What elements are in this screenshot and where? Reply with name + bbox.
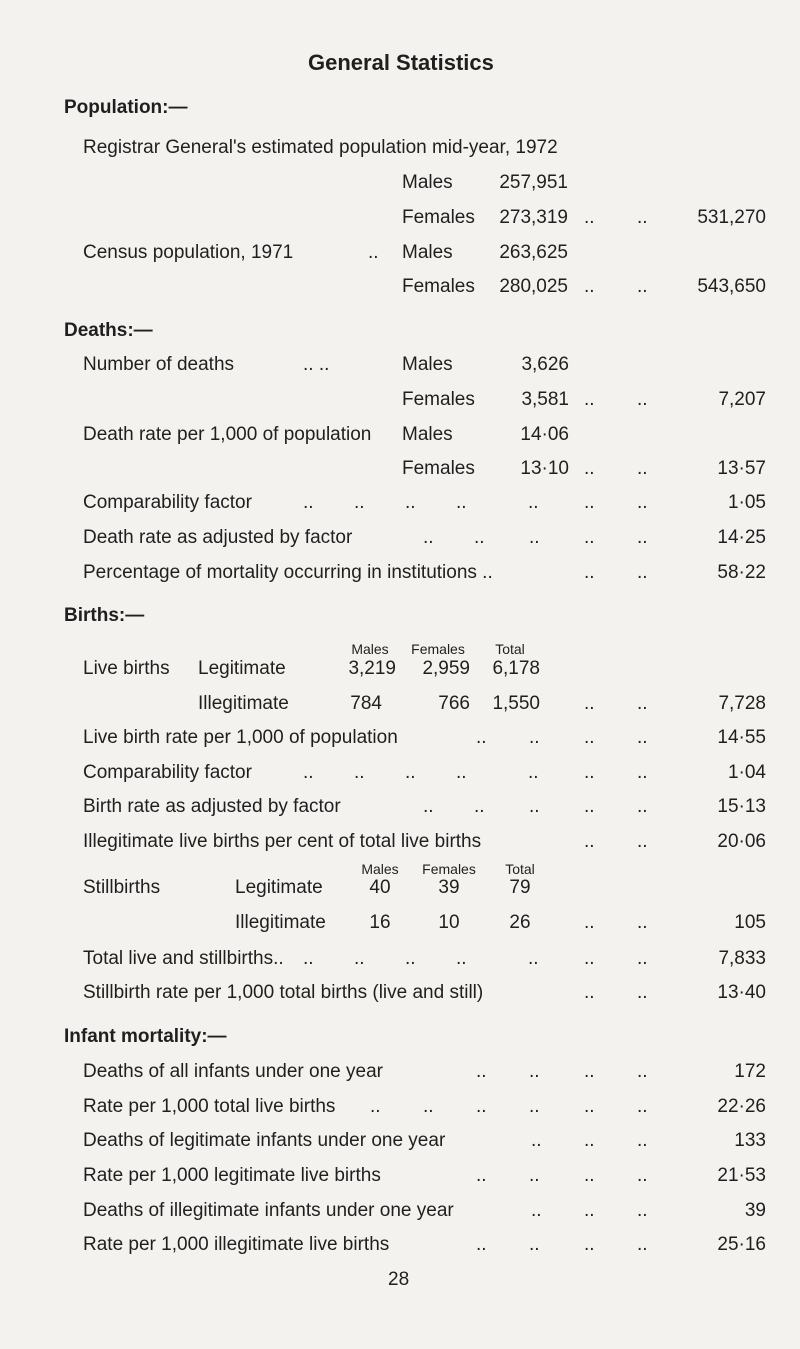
page-title: General Statistics <box>308 50 494 75</box>
census-females-value: 280,025 <box>499 276 568 297</box>
sb-rate-leader-2: .. <box>637 982 648 1003</box>
leader: .. <box>531 1200 542 1221</box>
illegit-pct-leader-2: .. <box>637 831 648 852</box>
census-leader: .. <box>368 242 379 263</box>
leader: .. <box>637 948 648 969</box>
page-number: 28 <box>388 1269 410 1290</box>
census-females-label: Females <box>402 276 475 297</box>
leader: .. <box>637 562 648 583</box>
leader: .. <box>456 492 467 513</box>
leader: .. <box>529 1234 540 1255</box>
total-births-label: Total live and stillbirths.. <box>83 948 284 969</box>
leader: .. <box>529 796 540 817</box>
pop-females-value: 273,319 <box>499 207 568 228</box>
births-col-males: Males <box>351 641 389 657</box>
leader: .. <box>370 1096 381 1117</box>
leader: .. <box>528 948 539 969</box>
death-rate-females-value: 13·10 <box>520 458 569 479</box>
leader: .. <box>584 948 595 969</box>
leader: .. <box>637 527 648 548</box>
live-leader-2: .. <box>637 693 648 714</box>
infant-row-label: Deaths of illegitimate infants under one year <box>83 1200 454 1221</box>
census-label: Census population, 1971 <box>83 242 294 263</box>
sb-legit-females: 39 <box>438 877 460 898</box>
leader: .. <box>584 1096 595 1117</box>
births-heading: Births:— <box>64 605 145 626</box>
sb-illegit-males: 16 <box>369 912 391 933</box>
deaths-leader-2: .. <box>637 389 648 410</box>
deaths-number-total: 7,207 <box>718 389 766 410</box>
leader: .. <box>529 527 540 548</box>
leader: .. <box>423 1096 434 1117</box>
illegit-pct-value: 20·06 <box>717 831 766 852</box>
leader: .. <box>584 492 595 513</box>
live-total: 7,728 <box>718 693 766 714</box>
total-births-value: 7,833 <box>718 948 766 969</box>
leader: .. <box>474 527 485 548</box>
leader: .. <box>637 762 648 783</box>
leader: .. <box>584 796 595 817</box>
infant-row-label: Deaths of legitimate infants under one year <box>83 1130 446 1151</box>
leader: .. <box>476 727 487 748</box>
deaths-heading: Deaths:— <box>64 320 153 341</box>
sb-legit-total: 79 <box>509 877 531 898</box>
pop-total: 531,270 <box>697 207 766 228</box>
census-leader-1: .. <box>584 276 595 297</box>
leader: .. <box>584 1165 595 1186</box>
leader: .. <box>303 762 314 783</box>
leader: .. <box>637 1061 648 1082</box>
birth-rate-label: Live birth rate per 1,000 of population <box>83 727 398 748</box>
births-col-total: Total <box>495 641 525 657</box>
leader: .. <box>405 948 416 969</box>
death-institutions-label: Percentage of mortality occurring in institutions .. <box>83 562 493 583</box>
infant-heading: Infant mortality:— <box>64 1026 227 1047</box>
leader: .. <box>423 796 434 817</box>
leader: .. <box>584 762 595 783</box>
leader: .. <box>637 492 648 513</box>
death-rate-label: Death rate per 1,000 of population <box>83 424 372 445</box>
birth-rate-value: 14·55 <box>717 727 766 748</box>
death-adjusted-value: 14·25 <box>717 527 766 548</box>
leader: .. <box>637 1200 648 1221</box>
deaths-males-value: 3,626 <box>521 354 569 375</box>
leader: .. <box>637 727 648 748</box>
illegit-label: Illegitimate <box>198 693 289 714</box>
legit-total: 6,178 <box>492 658 540 679</box>
stillbirths-label: Stillbirths <box>83 877 161 898</box>
infant-row-label: Deaths of all infants under one year <box>83 1061 383 1082</box>
leader: .. <box>456 762 467 783</box>
birth-adjusted-label: Birth rate as adjusted by factor <box>83 796 341 817</box>
sb-col-total: Total <box>505 861 535 877</box>
leader: .. <box>476 1165 487 1186</box>
illegit-pct-leader-1: .. <box>584 831 595 852</box>
birth-comparability-label: Comparability factor <box>83 762 252 783</box>
leader: .. <box>584 1234 595 1255</box>
leader: .. <box>529 727 540 748</box>
illegit-females: 766 <box>438 693 470 714</box>
infant-row-value: 21·53 <box>717 1165 766 1186</box>
leader: .. <box>584 527 595 548</box>
infant-row-label: Rate per 1,000 legitimate live births <box>83 1165 381 1186</box>
leader: .. <box>529 1096 540 1117</box>
leader: .. <box>354 948 365 969</box>
deaths-females-value: 3,581 <box>521 389 569 410</box>
legit-females: 2,959 <box>422 658 470 679</box>
pop-males-label: Males <box>402 172 453 193</box>
leader: .. <box>303 492 314 513</box>
infant-row-label: Rate per 1,000 total live births <box>83 1096 336 1117</box>
deaths-females-label: Females <box>402 389 475 410</box>
infant-row-value: 22·26 <box>717 1096 766 1117</box>
sb-illegit-label: Illegitimate <box>235 912 326 933</box>
live-leader-1: .. <box>584 693 595 714</box>
deaths-males-label: Males <box>402 354 453 375</box>
leader: .. <box>456 948 467 969</box>
sb-illegit-total: 26 <box>509 912 531 933</box>
illegit-males: 784 <box>350 693 382 714</box>
sb-legit-males: 40 <box>369 877 391 898</box>
sb-legit-label: Legitimate <box>235 877 323 898</box>
registrar-label: Registrar General's estimated population mid-year, 1972 <box>83 137 558 158</box>
leader: .. <box>531 1130 542 1151</box>
death-institutions-value: 58·22 <box>717 562 766 583</box>
census-total: 543,650 <box>697 276 766 297</box>
leader: .. <box>354 492 365 513</box>
census-males-label: Males <box>402 242 453 263</box>
sb-leader-2: .. <box>637 912 648 933</box>
leader: .. <box>529 1061 540 1082</box>
birth-comparability-value: 1·04 <box>727 762 766 783</box>
leader: .. <box>529 1165 540 1186</box>
death-rate-males-value: 14·06 <box>520 424 569 445</box>
infant-row-value: 172 <box>734 1061 766 1082</box>
leader: .. <box>584 1061 595 1082</box>
sb-total: 105 <box>734 912 766 933</box>
sb-col-females: Females <box>422 861 476 877</box>
death-rate-leader-1: .. <box>584 458 595 479</box>
leader: .. <box>303 948 314 969</box>
leader: .. <box>637 796 648 817</box>
leader: .. <box>528 762 539 783</box>
leader: .. <box>405 762 416 783</box>
leader: .. <box>405 492 416 513</box>
leader: .. <box>584 562 595 583</box>
census-leader-2: .. <box>637 276 648 297</box>
leader: .. <box>476 1096 487 1117</box>
sb-rate-leader-1: .. <box>584 982 595 1003</box>
census-males-value: 263,625 <box>499 242 568 263</box>
sb-rate-value: 13·40 <box>717 982 766 1003</box>
leader: .. <box>354 762 365 783</box>
infant-row-label: Rate per 1,000 illegitimate live births <box>83 1234 390 1255</box>
leader: .. <box>528 492 539 513</box>
population-heading: Population:— <box>64 97 188 118</box>
leader: .. <box>584 727 595 748</box>
sb-rate-label: Stillbirth rate per 1,000 total births (live and still) <box>83 982 484 1003</box>
sb-leader-1: .. <box>584 912 595 933</box>
pop-leader-1: .. <box>584 207 595 228</box>
illegit-pct-label: Illegitimate live births per cent of total live births <box>83 831 482 852</box>
pop-females-label: Females <box>402 207 475 228</box>
legit-males: 3,219 <box>348 658 396 679</box>
death-comparability-value: 1·05 <box>727 492 766 513</box>
death-comparability-label: Comparability factor <box>83 492 252 513</box>
live-births-label: Live births <box>83 658 170 679</box>
pop-leader-2: .. <box>637 207 648 228</box>
death-rate-total: 13·57 <box>717 458 766 479</box>
leader: .. <box>476 1234 487 1255</box>
pop-males-value: 257,951 <box>499 172 568 193</box>
leader: .. <box>637 1234 648 1255</box>
deaths-number-label: Number of deaths <box>83 354 235 375</box>
death-rate-leader-2: .. <box>637 458 648 479</box>
infant-row-value: 39 <box>744 1200 766 1221</box>
births-col-females: Females <box>411 641 465 657</box>
leader: .. <box>474 796 485 817</box>
deaths-number-leader: .. .. <box>303 354 330 375</box>
leader: .. <box>637 1165 648 1186</box>
death-rate-females-label: Females <box>402 458 475 479</box>
leader: .. <box>637 1130 648 1151</box>
infant-row-value: 133 <box>734 1130 766 1151</box>
leader: .. <box>584 1200 595 1221</box>
legit-label: Legitimate <box>198 658 286 679</box>
leader: .. <box>476 1061 487 1082</box>
leader: .. <box>423 527 434 548</box>
illegit-total: 1,550 <box>492 693 540 714</box>
sb-col-males: Males <box>361 861 399 877</box>
leader: .. <box>637 1096 648 1117</box>
infant-row-value: 25·16 <box>717 1234 766 1255</box>
deaths-leader-1: .. <box>584 389 595 410</box>
death-rate-males-label: Males <box>402 424 453 445</box>
sb-illegit-females: 10 <box>438 912 460 933</box>
death-adjusted-label: Death rate as adjusted by factor <box>83 527 353 548</box>
birth-adjusted-value: 15·13 <box>717 796 766 817</box>
leader: .. <box>584 1130 595 1151</box>
